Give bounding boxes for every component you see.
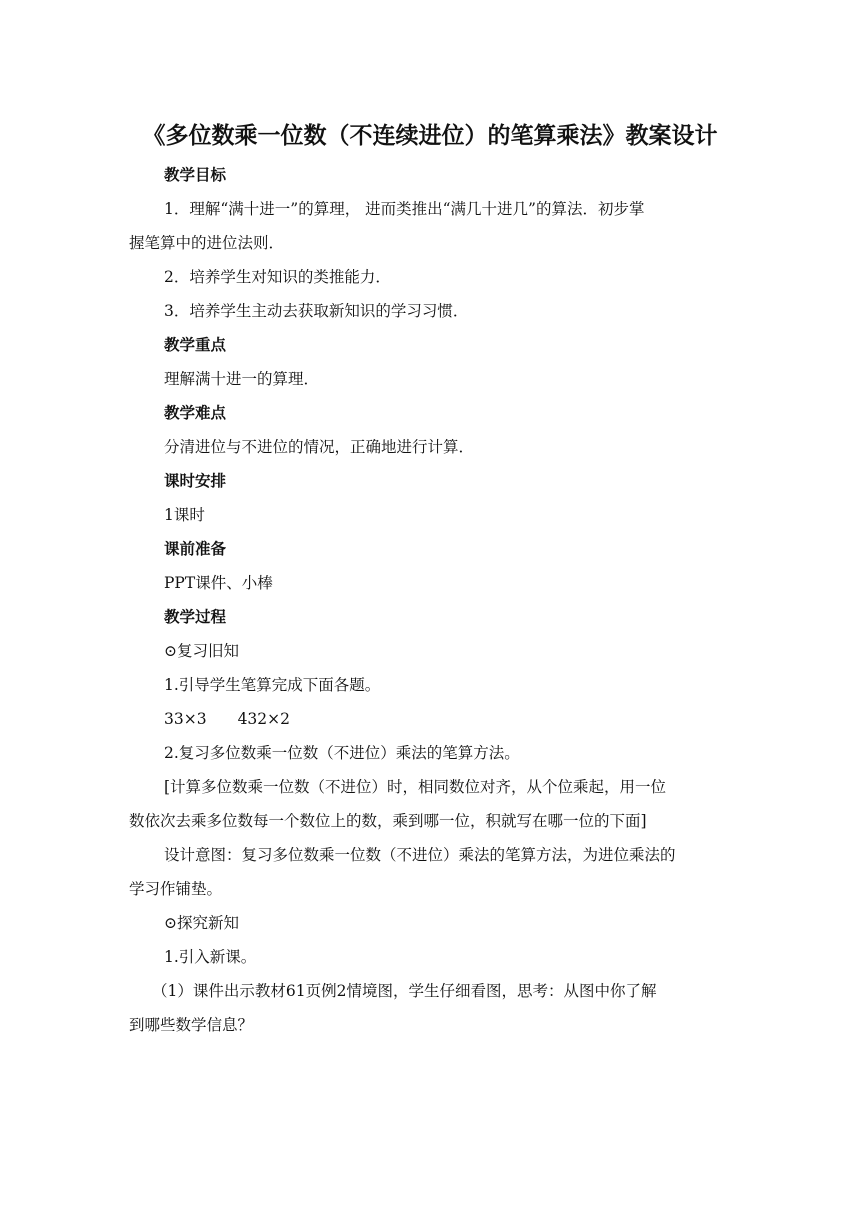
bracket-note-line-2: 数依次去乘多位数每一个数位上的数，乘到哪一位，积就写在哪一位的下面] xyxy=(129,812,647,830)
goal-1-line-1: 1．理解“满十进一”的算理， 进而类推出“满几十进几”的算法．初步掌 xyxy=(164,200,645,218)
review-item-1: 1.引导学生笔算完成下面各题。 xyxy=(164,676,381,694)
explore-item-1a-line-2: 到哪些数学信息？ xyxy=(129,1016,254,1034)
difficulty-text: 分清进位与不进位的情况，正确地进行计算． xyxy=(164,438,475,456)
design-intent-line-2: 学习作铺垫。 xyxy=(129,880,223,898)
heading-schedule: 课时安排 xyxy=(164,471,227,490)
bracket-note-line-1: [计算多位数乘一位数（不进位）时，相同数位对齐，从个位乘起，用一位 xyxy=(164,778,667,796)
section-explore: ⊙探究新知 xyxy=(164,914,239,932)
schedule-text: 1课时 xyxy=(164,506,205,524)
key-point-text: 理解满十进一的算理． xyxy=(164,370,320,388)
preparation-text: PPT课件、小棒 xyxy=(164,574,273,592)
heading-preparation: 课前准备 xyxy=(164,539,227,558)
review-exercises: 33×3 432×2 xyxy=(164,710,291,728)
goal-3: 3．培养学生主动去获取新知识的学习习惯． xyxy=(164,302,469,320)
explore-item-1: 1.引入新课。 xyxy=(164,948,257,966)
design-intent-line-1: 设计意图：复习多位数乘一位数（不进位）乘法的笔算方法，为进位乘法的 xyxy=(164,846,676,864)
review-item-2: 2.复习多位数乘一位数（不进位）乘法的笔算方法。 xyxy=(164,744,520,762)
explore-item-1a-line-1: （1）课件出示教材61页例2情境图，学生仔细看图，思考：从图中你了解 xyxy=(152,982,657,1000)
page-title: 《多位数乘一位数（不连续进位）的笔算乘法》教案设计 xyxy=(142,122,718,149)
heading-difficulty: 教学难点 xyxy=(164,403,227,422)
heading-process: 教学过程 xyxy=(164,607,227,626)
goal-2: 2．培养学生对知识的类推能力． xyxy=(164,268,391,286)
section-review: ⊙复习旧知 xyxy=(164,642,239,660)
heading-key-point: 教学重点 xyxy=(164,335,227,354)
goal-1-line-2: 握笔算中的进位法则． xyxy=(129,234,285,252)
heading-teaching-goals: 教学目标 xyxy=(164,165,227,184)
